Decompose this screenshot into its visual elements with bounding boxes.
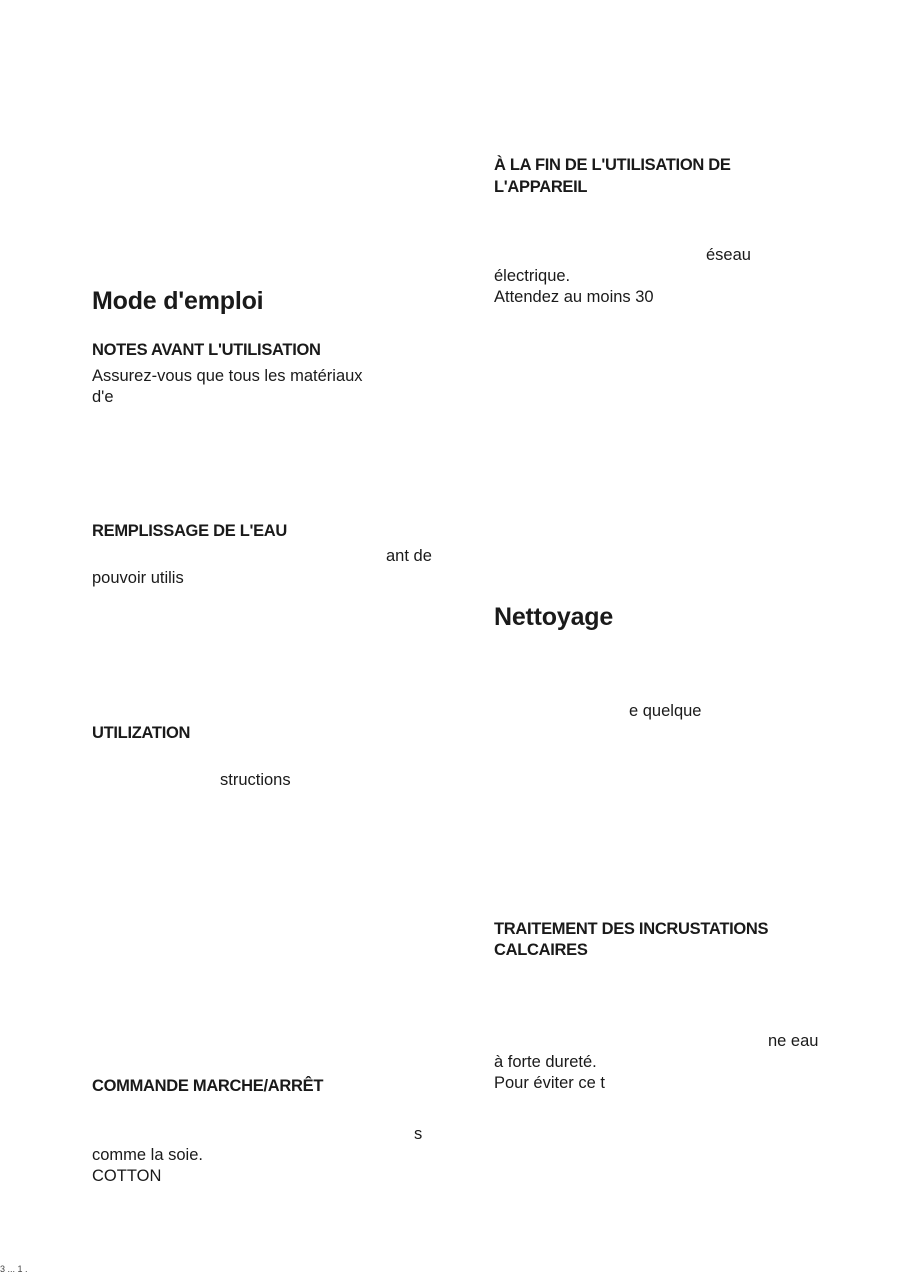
notes-text-line-1: Assurez-vous que tous les matériaux (92, 367, 363, 385)
descaling-text-line-2: à forte dureté. (494, 1053, 597, 1071)
section-title-mode-emploi: Mode d'emploi (92, 287, 264, 315)
filling-text-line-1: ant de (386, 547, 432, 565)
end-text-line-1: éseau (706, 246, 751, 264)
filling-text-line-2: pouvoir utilis (92, 569, 184, 587)
onoff-text-line-3: COTTON (92, 1167, 162, 1185)
heading-descaling-line-1: TRAITEMENT DES INCRUSTATIONS (494, 920, 769, 938)
heading-water-filling: REMPLISSAGE DE L'EAU (92, 522, 288, 540)
descaling-text-line-1: ne eau (768, 1032, 819, 1050)
heading-end-of-use-line-2: L'APPAREIL (494, 178, 588, 196)
descaling-text-line-3: Pour éviter ce t (494, 1074, 605, 1092)
section-title-nettoyage: Nettoyage (494, 603, 614, 631)
notes-text-line-2: d'e (92, 388, 114, 406)
heading-end-of-use-line-1: À LA FIN DE L'UTILISATION DE (494, 156, 731, 174)
utilization-text-line-1: structions (220, 771, 291, 789)
onoff-text-line-2: comme la soie. (92, 1146, 203, 1164)
onoff-text-line-1: s (414, 1125, 423, 1143)
heading-descaling-line-2: CALCAIRES (494, 941, 588, 959)
end-text-line-2: électrique. (494, 267, 571, 285)
heading-on-off-control: COMMANDE MARCHE/ARRÊT (92, 1077, 324, 1095)
heading-utilization: UTILIZATION (92, 724, 191, 742)
heading-notes-before-use: NOTES AVANT L'UTILISATION (92, 341, 321, 359)
page-corner-mark: 3 ... 1 . (0, 1264, 28, 1274)
cleaning-text-line-1: e quelque (629, 702, 702, 720)
end-text-line-3: Attendez au moins 30 (494, 288, 654, 306)
